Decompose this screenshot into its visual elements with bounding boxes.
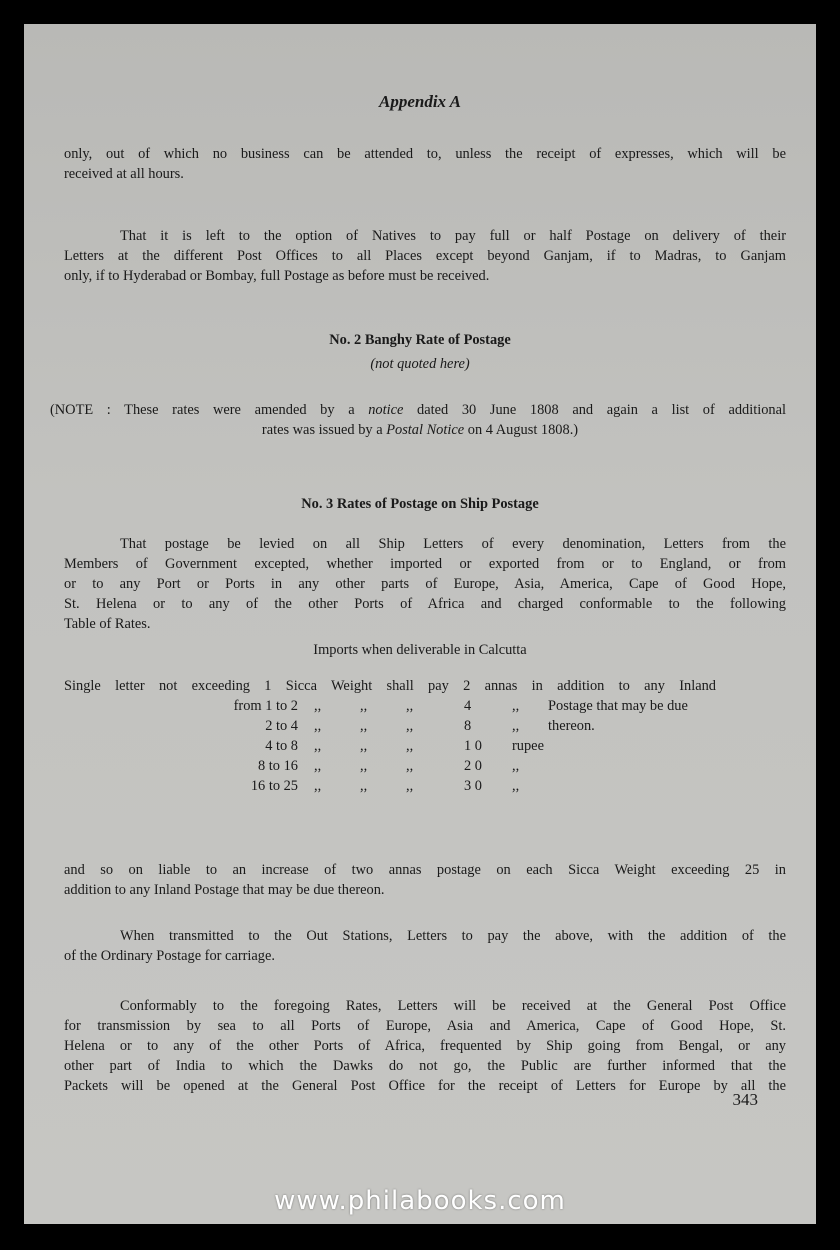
rate-cell-d1: ,, xyxy=(314,698,322,714)
rate-cell-d1: ,, xyxy=(314,718,322,734)
rate-table-row xyxy=(64,698,784,718)
note-line: rates was issued by a Postal Notice on 4 August 1808.) xyxy=(261,422,579,438)
book-page xyxy=(24,24,816,1224)
rate-cell-unit: ,, xyxy=(512,778,520,794)
rate-table-row xyxy=(64,718,784,738)
rate-cell-d3: ,, xyxy=(406,718,414,734)
rate-cell-amount: 8 xyxy=(464,718,472,734)
rate-cell-range: 4 to 8 xyxy=(265,738,298,754)
rate-table-intro: Single letter not exceeding 1 Sicca Weight shall pay 2 annas in addition to any Inland xyxy=(64,678,716,694)
rate-cell-d1: ,, xyxy=(314,738,322,754)
rate-cell-d1: ,, xyxy=(314,758,322,774)
page-header-title: Appendix A xyxy=(378,92,462,111)
rate-table-row xyxy=(64,778,784,798)
section-heading: No. 3 Rates of Postage on Ship Postage xyxy=(301,496,539,512)
rate-cell-d1: ,, xyxy=(314,778,322,794)
rate-cell-d2: ,, xyxy=(360,718,368,734)
rate-cell-d3: ,, xyxy=(406,758,414,774)
rate-cell-range: from 1 to 2 xyxy=(233,698,298,714)
rate-cell-range: 2 to 4 xyxy=(265,718,298,734)
paragraph-line: or to any Port or Ports in any other parts of Europe, Asia, America, Cape of Good Hope, xyxy=(64,576,786,592)
rate-cell-d3: ,, xyxy=(406,778,414,794)
rate-cell-unit: rupee xyxy=(512,738,544,754)
paragraph-line: When transmitted to the Out Stations, Letters to pay the above, with the addition of the xyxy=(120,928,786,944)
rate-table-row xyxy=(64,758,784,778)
paragraph-line: of the Ordinary Postage for carriage. xyxy=(64,948,275,964)
rate-cell-d3: ,, xyxy=(406,698,414,714)
rate-cell-note: thereon. xyxy=(548,718,595,734)
watermark-text: www.philabooks.com xyxy=(274,1186,566,1216)
rate-cell-amount: 3 0 xyxy=(464,778,482,794)
paragraph-line: other part of India to which the Dawks do not go, the Public are further informed that the xyxy=(64,1058,786,1074)
paragraph-line: Members of Government excepted, whether imported or exported from or to England, or from xyxy=(64,556,786,572)
rate-cell-d3: ,, xyxy=(406,738,414,754)
rate-cell-range: 16 to 25 xyxy=(250,778,298,794)
paragraph-line: Table of Rates. xyxy=(64,616,151,632)
rate-cell-unit: ,, xyxy=(512,718,520,734)
rate-cell-d2: ,, xyxy=(360,698,368,714)
rate-cell-d2: ,, xyxy=(360,758,368,774)
imports-heading: Imports when deliverable in Calcutta xyxy=(313,642,527,658)
rate-cell-note: Postage that may be due xyxy=(548,698,688,714)
paragraph-line: for transmission by sea to all Ports of Europe, Asia and America, Cape of Good Hope, St. xyxy=(64,1018,786,1034)
paragraph-line: Conformably to the foregoing Rates, Letters will be received at the General Post Office xyxy=(120,998,786,1014)
paragraph-line: and so on liable to an increase of two annas postage on each Sicca Weight exceeding 25 in xyxy=(64,862,786,878)
paragraph-line: addition to any Inland Postage that may be due thereon. xyxy=(64,882,385,898)
paragraph-line: That postage be levied on all Ship Letters of every denomination, Letters from the xyxy=(120,536,786,552)
note-line: (NOTE : These rates were amended by a notice dated 30 June 1808 and again a list of additional xyxy=(50,402,786,418)
rate-cell-d2: ,, xyxy=(360,778,368,794)
paragraph-line: Letters at the different Post Offices to all Places except beyond Ganjam, if to Madras, to Ganjam xyxy=(64,248,786,264)
section-heading: No. 2 Banghy Rate of Postage xyxy=(329,332,511,348)
rate-cell-range: 8 to 16 xyxy=(258,758,298,774)
paragraph-line: St. Helena or to any of the other Ports of Africa and charged conformable to the following xyxy=(64,596,786,612)
rate-table-row xyxy=(64,738,784,758)
paragraph-line: only, if to Hyderabad or Bombay, full Postage as before must be received. xyxy=(64,268,490,284)
paragraph-line: only, out of which no business can be attended to, unless the receipt of expresses, which will be xyxy=(64,146,786,162)
rate-cell-amount: 2 0 xyxy=(464,758,482,774)
paragraph-line: received at all hours. xyxy=(64,166,184,182)
rate-cell-unit: ,, xyxy=(512,698,520,714)
rate-cell-amount: 4 xyxy=(464,698,472,714)
rate-cell-unit: ,, xyxy=(512,758,520,774)
rate-cell-amount: 1 0 xyxy=(464,738,482,754)
page-number: 343 xyxy=(732,1090,758,1109)
rate-cell-d2: ,, xyxy=(360,738,368,754)
paragraph-line: Packets will be opened at the General Post Office for the receipt of Letters for Europe by all the xyxy=(64,1078,786,1094)
section-subnote: (not quoted here) xyxy=(370,356,470,372)
paragraph-line: That it is left to the option of Natives to pay full or half Postage on delivery of their xyxy=(120,228,786,244)
paragraph-line: Helena or to any of the other Ports of Africa, frequented by Ship going from Bengal, or any xyxy=(64,1038,786,1054)
